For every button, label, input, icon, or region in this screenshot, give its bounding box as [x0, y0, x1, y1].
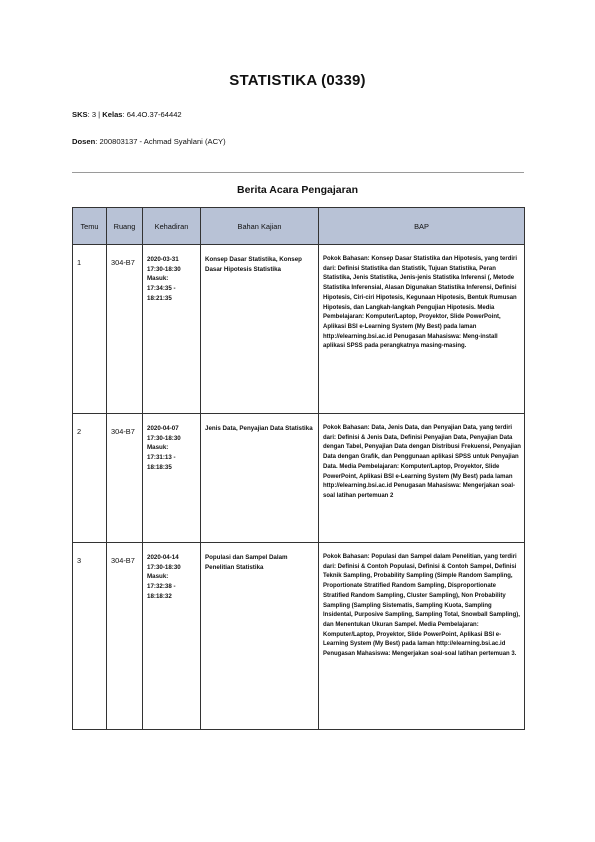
attendance-in: 17:32:38 -: [147, 583, 176, 591]
header-ruang: Ruang: [107, 208, 143, 245]
cell-bap: Pokok Bahasan: Konsep Dasar Statistika dan Hipotesis, yang terdiri dari: Definisi Statistika dan Statistik, Tujuan Statistika, Peran Statistika, Jenis Statistika, Jenis-jenis Statistika Inferensi (, Metode Statistika Inferensial, Alasan Digunakan Statistika Inferensi, Definisi Hipotesis, Ciri-ciri Hipotesis, Kegunaan Hipotesis, Bentuk Rumusan Hipotesis, dan Langkah-langkah Pengujian Hipotesis. Media Pembelajaran: Komputer/Laptop, Proyektor, Slide PowerPoint, Aplikasi BSI e-Learning System (My Best) pada laman http://elearning.bsi.ac.id Penugasan Mahasiswa: Meng-install aplikasi SPSS pada perangkatnya masing-masing.: [319, 245, 525, 414]
table-row: [73, 543, 525, 730]
cell-bap: Pokok Bahasan: Data, Jenis Data, dan Penyajian Data, yang terdiri dari: Definisi & Jenis Data, Definisi Penyajian Data, Penyajian Data dengan Tabel, Penyajian Data dengan Distribusi Frekuensi, Penyajian Data dengan Grafik, dan Penggunaan aplikasi SPSS untuk Penyajian Data. Media Pembelajaran: Komputer/Laptop, Proyektor, Slide PowerPoint, Aplikasi BSI e-Learning System (My Best) pada laman http://elearning.bsi.ac.id Penugasan Mahasiswa: Mengerjakan soal-soal latihan pertemuan 2: [319, 414, 525, 543]
cell-kehadiran: [143, 414, 201, 543]
cell-bap: Pokok Bahasan: Populasi dan Sampel dalam Penelitian, yang terdiri dari: Definisi & Contoh Populasi, Definisi & Contoh Sampel, Definisi Teknik Sampling, Probability Sampling (Simple Random Sampling, Proportionate Stratified Random Sampling, Disproportionate Stratified Random Sampling, Cluster Sampling), Non Probability Sampling (Sampling Sistematis, Sampling Kuota, Sampling Insidental, Purposive Sampling, Sampling Total, Snowball Sampling), dan Menentukan Ukuran Sampel. Media Pembelajaran: Komputer/Laptop, Proyektor, Slide PowerPoint, Aplikasi BSI e-Learning System (My Best) pada laman http://elearning.bsi.ac.id Penugasan Mahasiswa: Mengerjakan soal-soal latihan pertemuan 3.: [319, 543, 525, 730]
cell-bahan-kajian: Populasi dan Sampel Dalam Penelitian Statistika: [201, 543, 319, 730]
attendance-date: 2020-04-07: [147, 425, 179, 432]
section-title: Berita Acara Pengajaran: [236, 184, 358, 196]
kelas-label: Kelas: [102, 110, 123, 119]
course-title: STATISTIKA (0339): [229, 72, 366, 89]
table-row: [73, 245, 525, 414]
attendance-date: 2020-04-14: [147, 554, 179, 561]
dosen-value: : 200803137 - Achmad Syahlani (ACY): [95, 137, 226, 146]
dosen-label: Dosen: [72, 137, 96, 146]
kelas-value: : 64.4O.37-64442: [122, 110, 182, 119]
attendance-out: 18:18:35: [147, 463, 172, 471]
cell-temu: 2: [73, 414, 107, 543]
cell-bahan-kajian: Konsep Dasar Statistika, Konsep Dasar Hipotesis Statistika: [201, 245, 319, 414]
cell-temu: 1: [73, 245, 107, 414]
sks-value: : 3 |: [87, 110, 103, 119]
cell-ruang: 304-B7: [107, 543, 143, 730]
table-row: [73, 414, 525, 543]
attendance-time: 17:30-18:30: [147, 265, 181, 273]
header-kehadiran: Kehadiran: [143, 208, 201, 245]
header-bap: BAP: [319, 208, 525, 245]
bap-table: [72, 207, 525, 730]
cell-ruang: 304-B7: [107, 414, 143, 543]
attendance-time: 17:30-18:30: [147, 434, 181, 442]
header-temu: Temu: [73, 208, 107, 245]
attendance-label: Masuk:: [147, 275, 169, 283]
table-header-row: [73, 208, 525, 245]
attendance-time: 17:30-18:30: [147, 563, 181, 571]
cell-ruang: 304-B7: [107, 245, 143, 414]
cell-temu: 3: [73, 543, 107, 730]
cell-kehadiran: [143, 543, 201, 730]
sks-label: SKS: [72, 110, 88, 119]
divider: [72, 172, 524, 173]
attendance-out: 18:18:32: [147, 592, 172, 600]
attendance-out: 18:21:35: [147, 294, 172, 302]
attendance-in: 17:31:13 -: [147, 454, 176, 462]
attendance-in: 17:34:35 -: [147, 285, 176, 293]
header-bahan-kajian: Bahan Kajian: [201, 208, 319, 245]
cell-kehadiran: [143, 245, 201, 414]
course-info: [72, 110, 182, 119]
attendance-label: Masuk:: [147, 444, 169, 452]
attendance-date: 2020-03-31: [147, 256, 179, 263]
lecturer-info: [72, 137, 226, 146]
cell-bahan-kajian: Jenis Data, Penyajian Data Statistika: [201, 414, 319, 543]
attendance-label: Masuk:: [147, 573, 169, 581]
